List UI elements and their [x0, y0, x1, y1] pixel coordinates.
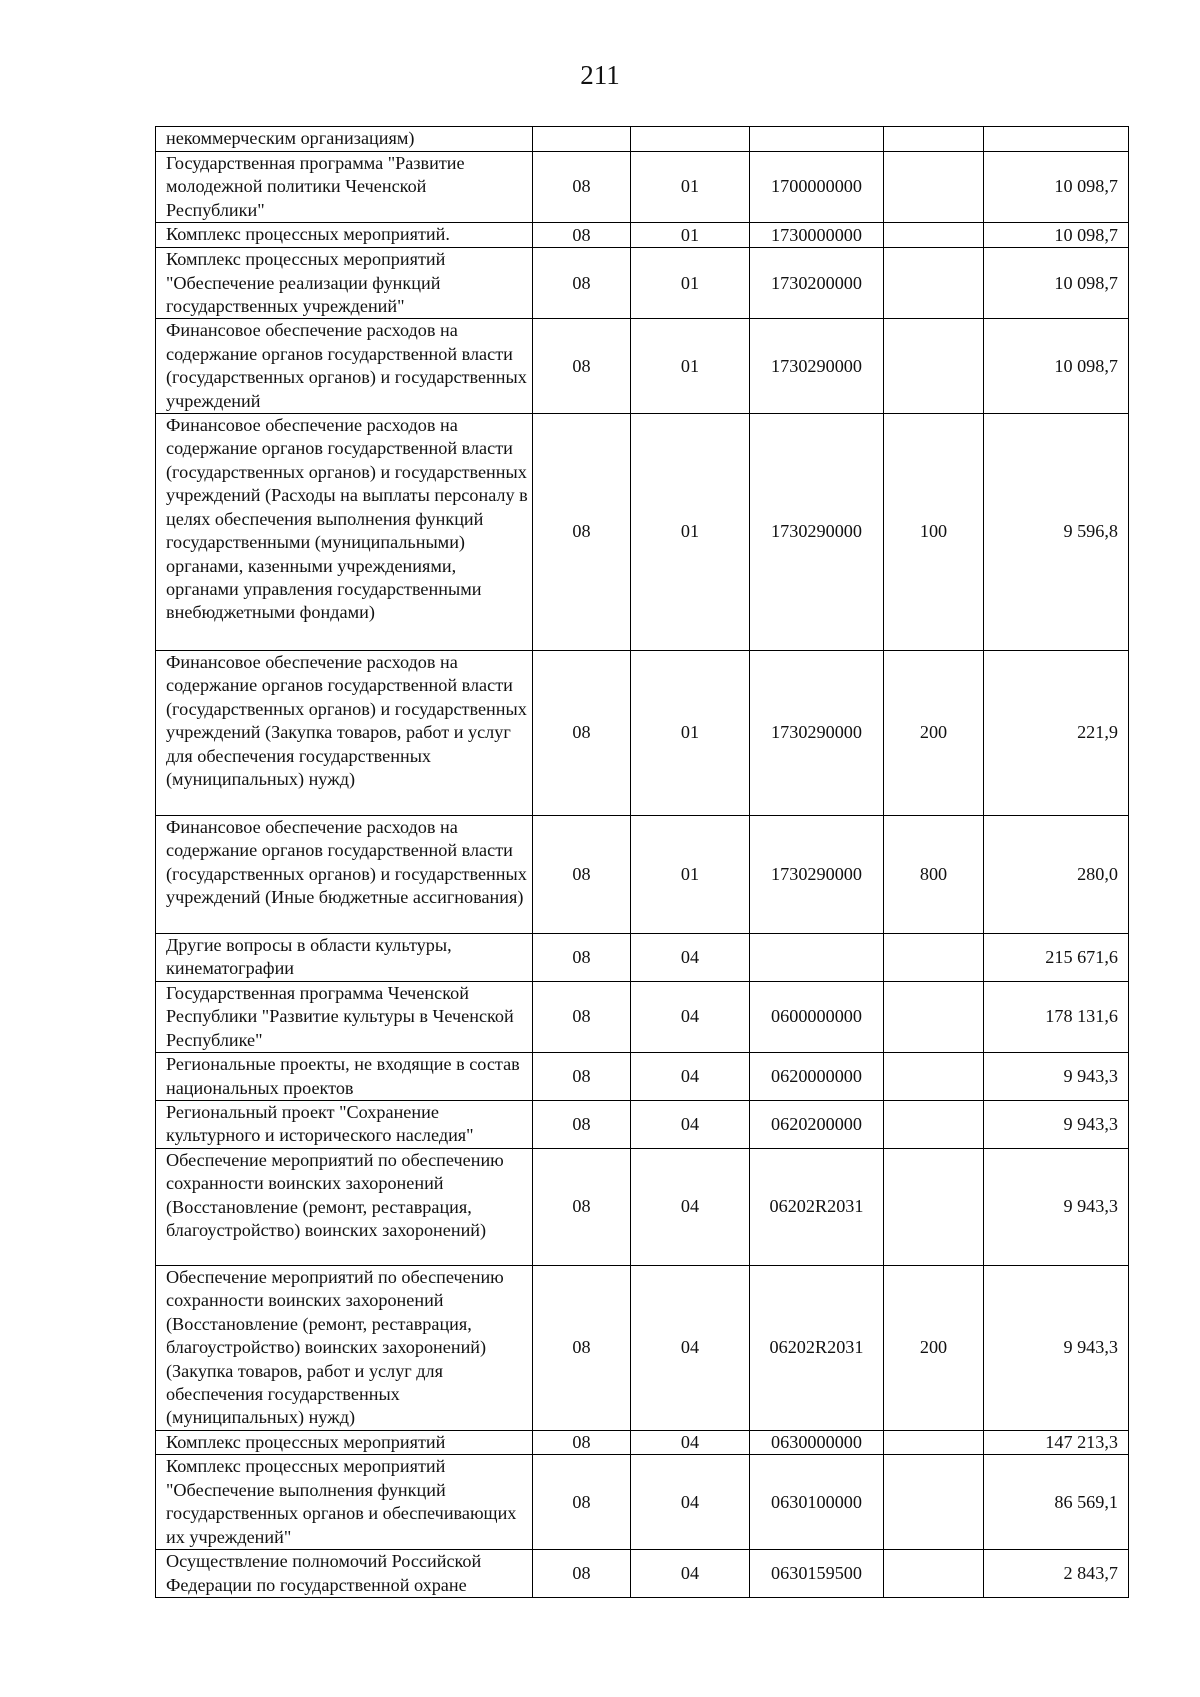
- table-row: [156, 1455, 1129, 1550]
- subsection-code-cell: 04: [631, 1550, 750, 1598]
- subsection-code-cell: [631, 127, 750, 152]
- section-code-cell: 08: [533, 1053, 631, 1101]
- table-row: [156, 1053, 1129, 1101]
- table-row: [156, 651, 1129, 816]
- expense-type-cell: [884, 152, 984, 223]
- amount-cell: 9 943,3: [984, 1265, 1129, 1430]
- table-row: [156, 414, 1129, 651]
- table-row: [156, 816, 1129, 934]
- amount-cell: 2 843,7: [984, 1550, 1129, 1598]
- subsection-code-cell: 01: [631, 414, 750, 651]
- target-article-cell: 0630100000: [750, 1455, 884, 1550]
- table-row: [156, 1100, 1129, 1148]
- subsection-code-cell: 01: [631, 651, 750, 816]
- section-code-cell: 08: [533, 816, 631, 934]
- section-code-cell: 08: [533, 1100, 631, 1148]
- table-row: [156, 934, 1129, 982]
- amount-cell: 10 098,7: [984, 319, 1129, 414]
- target-article-cell: 0630159500: [750, 1550, 884, 1598]
- expense-type-cell: [884, 1455, 984, 1550]
- expense-type-cell: 800: [884, 816, 984, 934]
- target-article-cell: [750, 127, 884, 152]
- expense-type-cell: [884, 1053, 984, 1101]
- expense-type-cell: [884, 1550, 984, 1598]
- section-code-cell: 08: [533, 319, 631, 414]
- row-name-cell: Комплекс процессных мероприятий.: [156, 223, 533, 248]
- amount-cell: [984, 127, 1129, 152]
- target-article-cell: 1730000000: [750, 223, 884, 248]
- table-row: [156, 981, 1129, 1052]
- expense-type-cell: [884, 934, 984, 982]
- table-row: [156, 248, 1129, 319]
- expense-type-cell: [884, 1148, 984, 1265]
- target-article-cell: 1730200000: [750, 248, 884, 319]
- target-article-cell: 1730290000: [750, 651, 884, 816]
- subsection-code-cell: 04: [631, 1265, 750, 1430]
- row-name-cell: Финансовое обеспечение расходов на содержание органов государственной власти (государственных органов) и государственных учреждений (Закупка товаров, работ и услуг для обеспечения государственных (муниципальных) нужд): [156, 651, 533, 816]
- expense-type-cell: [884, 223, 984, 248]
- section-code-cell: 08: [533, 1148, 631, 1265]
- amount-cell: 178 131,6: [984, 981, 1129, 1052]
- expense-type-cell: [884, 127, 984, 152]
- row-name-cell: Государственная программа "Развитие молодежной политики Чеченской Республики": [156, 152, 533, 223]
- table-row: [156, 152, 1129, 223]
- budget-table: [155, 126, 1129, 1598]
- table-row: [156, 127, 1129, 152]
- amount-cell: 280,0: [984, 816, 1129, 934]
- amount-cell: 10 098,7: [984, 223, 1129, 248]
- target-article-cell: 06202R2031: [750, 1148, 884, 1265]
- subsection-code-cell: 01: [631, 223, 750, 248]
- row-name-cell: Обеспечение мероприятий по обеспечению сохранности воинских захоронений (Восстановление (ремонт, реставрация, благоустройство) воинских захоронений) (Закупка товаров, работ и услуг для обеспечения государственных (муниципальных) нужд): [156, 1265, 533, 1430]
- row-name-cell: Другие вопросы в области культуры, кинематографии: [156, 934, 533, 982]
- section-code-cell: 08: [533, 223, 631, 248]
- amount-cell: 147 213,3: [984, 1430, 1129, 1454]
- table-row: [156, 319, 1129, 414]
- target-article-cell: 1730290000: [750, 319, 884, 414]
- row-name-cell: Осуществление полномочий Российской Федерации по государственной охране: [156, 1550, 533, 1598]
- row-name-cell: Комплекс процессных мероприятий "Обеспечение выполнения функций государственных органов и обеспечивающих их учреждений": [156, 1455, 533, 1550]
- subsection-code-cell: 01: [631, 248, 750, 319]
- row-name-cell: Региональные проекты, не входящие в состав национальных проектов: [156, 1053, 533, 1101]
- row-name-cell: Финансовое обеспечение расходов на содержание органов государственной власти (государственных органов) и государственных учреждений (Иные бюджетные ассигнования): [156, 816, 533, 934]
- amount-cell: 9 943,3: [984, 1100, 1129, 1148]
- subsection-code-cell: 01: [631, 319, 750, 414]
- expense-type-cell: 200: [884, 651, 984, 816]
- budget-table-body: [156, 127, 1129, 1598]
- expense-type-cell: [884, 981, 984, 1052]
- section-code-cell: 08: [533, 152, 631, 223]
- subsection-code-cell: 04: [631, 934, 750, 982]
- table-row: [156, 1430, 1129, 1454]
- subsection-code-cell: 04: [631, 981, 750, 1052]
- section-code-cell: 08: [533, 981, 631, 1052]
- table-row: [156, 1265, 1129, 1430]
- target-article-cell: 0630000000: [750, 1430, 884, 1454]
- target-article-cell: [750, 934, 884, 982]
- subsection-code-cell: 04: [631, 1430, 750, 1454]
- expense-type-cell: [884, 1430, 984, 1454]
- row-name-cell: Финансовое обеспечение расходов на содержание органов государственной власти (государственных органов) и государственных учреждений: [156, 319, 533, 414]
- table-row: [156, 1148, 1129, 1265]
- amount-cell: 9 596,8: [984, 414, 1129, 651]
- row-name-cell: Комплекс процессных мероприятий "Обеспечение реализации функций государственных учреждений": [156, 248, 533, 319]
- subsection-code-cell: 04: [631, 1053, 750, 1101]
- section-code-cell: 08: [533, 651, 631, 816]
- target-article-cell: 1730290000: [750, 414, 884, 651]
- table-row: [156, 223, 1129, 248]
- section-code-cell: [533, 127, 631, 152]
- expense-type-cell: [884, 1100, 984, 1148]
- subsection-code-cell: 01: [631, 152, 750, 223]
- target-article-cell: 0620200000: [750, 1100, 884, 1148]
- amount-cell: 10 098,7: [984, 152, 1129, 223]
- table-row: [156, 1550, 1129, 1598]
- page-number: 211: [580, 60, 620, 90]
- subsection-code-cell: 04: [631, 1455, 750, 1550]
- row-name-cell: Финансовое обеспечение расходов на содержание органов государственной власти (государственных органов) и государственных учреждений (Расходы на выплаты персоналу в целях обеспечения выполнения функций государственными (муниципальными) органами, казенными учреждениями, органами управления государственными внебюджетными фондами): [156, 414, 533, 651]
- section-code-cell: 08: [533, 1430, 631, 1454]
- section-code-cell: 08: [533, 1455, 631, 1550]
- section-code-cell: 08: [533, 1265, 631, 1430]
- row-name-cell: Государственная программа Чеченской Республики "Развитие культуры в Чеченской Республике": [156, 981, 533, 1052]
- row-name-cell: Региональный проект "Сохранение культурного и исторического наследия": [156, 1100, 533, 1148]
- section-code-cell: 08: [533, 934, 631, 982]
- subsection-code-cell: 04: [631, 1148, 750, 1265]
- amount-cell: 86 569,1: [984, 1455, 1129, 1550]
- row-name-cell: некоммерческим организациям): [156, 127, 533, 152]
- section-code-cell: 08: [533, 1550, 631, 1598]
- amount-cell: 221,9: [984, 651, 1129, 816]
- expense-type-cell: 200: [884, 1265, 984, 1430]
- section-code-cell: 08: [533, 414, 631, 651]
- expense-type-cell: [884, 248, 984, 319]
- target-article-cell: 1700000000: [750, 152, 884, 223]
- expense-type-cell: 100: [884, 414, 984, 651]
- expense-type-cell: [884, 319, 984, 414]
- target-article-cell: 0600000000: [750, 981, 884, 1052]
- target-article-cell: 06202R2031: [750, 1265, 884, 1430]
- subsection-code-cell: 04: [631, 1100, 750, 1148]
- amount-cell: 10 098,7: [984, 248, 1129, 319]
- section-code-cell: 08: [533, 248, 631, 319]
- subsection-code-cell: 01: [631, 816, 750, 934]
- amount-cell: 9 943,3: [984, 1148, 1129, 1265]
- row-name-cell: Обеспечение мероприятий по обеспечению сохранности воинских захоронений (Восстановление (ремонт, реставрация, благоустройство) воинских захоронений): [156, 1148, 533, 1265]
- row-name-cell: Комплекс процессных мероприятий: [156, 1430, 533, 1454]
- amount-cell: 215 671,6: [984, 934, 1129, 982]
- amount-cell: 9 943,3: [984, 1053, 1129, 1101]
- target-article-cell: 1730290000: [750, 816, 884, 934]
- target-article-cell: 0620000000: [750, 1053, 884, 1101]
